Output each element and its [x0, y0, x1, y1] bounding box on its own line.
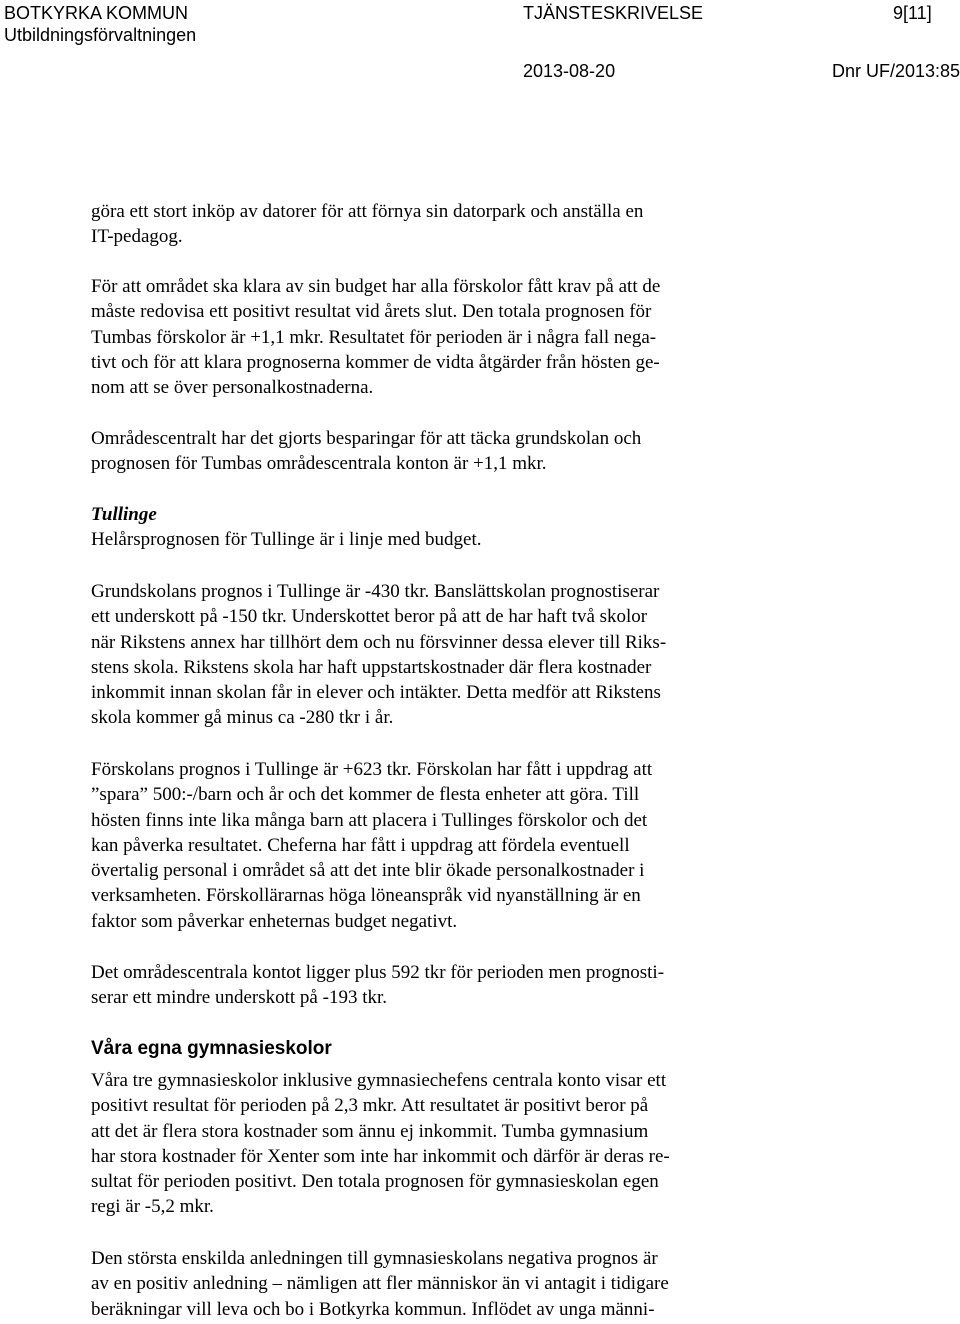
page-number: 9[11]	[893, 3, 932, 23]
text-line: Den största enskilda anledningen till gymnasieskolans negativa prognos är	[91, 1248, 658, 1269]
text-line: prognosen för Tumbas områdescentrala konton är +1,1 mkr.	[91, 453, 547, 475]
text-line: ”spara” 500:-/barn och år och det kommer de flesta enheter att göra. Till	[91, 784, 640, 806]
text-line: att det är flera stora kostnader som ännu ej inkommit. Tumba gymnasium	[91, 1120, 649, 1142]
paragraph-omradescentralt	[91, 426, 811, 477]
paragraph-forskolor-tumba	[91, 274, 811, 400]
text-line: Grundskolans prognos i Tullinge är -430 tkr. Banslättskolan prognostiserar	[91, 581, 660, 602]
text-line: göra ett stort inköp av datorer för att förnya sin datorpark och anställa en	[91, 201, 644, 222]
document-type: TJÄNSTESKRIVELSE	[523, 3, 704, 23]
paragraph-forskolan-tullinge	[91, 757, 811, 934]
paragraph-datorer	[91, 199, 811, 250]
text-line: Förskolans prognos i Tullinge är +623 tkr. Förskolan har fått i uppdrag att	[91, 759, 653, 780]
text-line: av en positiv anledning – nämligen att fler människor än vi antagit i tidigare	[91, 1273, 669, 1295]
text-line: hösten finns inte lika många barn att placera i Tullinges förskolor och det	[91, 809, 648, 831]
text-line: Helårsprognosen för Tullinge är i linje med budget.	[91, 529, 482, 551]
text-line: när Rikstens annex har tillhört dem och nu försvinner dessa elever till Riks-	[91, 631, 667, 653]
text-line: positivt resultat för perioden på 2,3 mkr. Att resultatet är positivt beror på	[91, 1095, 649, 1117]
paragraph-omradescentrala-kontot	[91, 960, 811, 1011]
text-line: måste redovisa ett positivt resultat vid årets slut. Den totala prognosen för	[91, 301, 652, 323]
text-line: nom att se över personalkostnaderna.	[91, 377, 374, 399]
text-line: skola kommer gå minus ca -280 tkr i år.	[91, 707, 394, 729]
paragraph-grundskolan-tullinge	[91, 579, 811, 731]
text-line: faktor som påverkar enheternas budget negativt.	[91, 910, 458, 932]
text-line: Det områdescentrala kontot ligger plus 592 tkr för perioden men prognosti-	[91, 962, 665, 983]
department-name: Utbildningsförvaltningen	[4, 25, 197, 45]
text-line: serar ett mindre underskott på -193 tkr.	[91, 987, 388, 1009]
text-line: IT-pedagog.	[91, 226, 183, 248]
text-line: ett underskott på -150 tkr. Underskottet beror på att de har haft två skolor	[91, 606, 648, 628]
section-heading: Våra egna gymnasieskolor	[91, 1038, 332, 1059]
text-line: inkommit innan skolan får in elever och intäkter. Detta medför att Rikstens	[91, 682, 661, 704]
text-line: kan påverka resultatet. Cheferna har fått i uppdrag att fördela eventuell	[91, 834, 630, 856]
text-line: tivt och för att klara prognoserna kommer de vidta åtgärder från hösten ge-	[91, 351, 660, 373]
paragraph-gymnasieskolor	[91, 1068, 811, 1220]
text-line: verksamheten. Förskollärarnas höga löneanspråk vid nyanställning är en	[91, 885, 641, 907]
section-heading: Tullinge	[91, 504, 157, 525]
text-line: Tumbas förskolor är +1,1 mkr. Resultatet för perioden är i några fall nega-	[91, 326, 657, 348]
text-line: Våra tre gymnasieskolor inklusive gymnasiechefens centrala konto visar ett	[91, 1070, 667, 1091]
document-reference: Dnr UF/2013:85	[832, 61, 960, 81]
document-date: 2013-08-20	[523, 61, 616, 81]
text-line: För att området ska klara av sin budget har alla förskolor fått krav på att de	[91, 276, 661, 297]
section-gymnasieskolor	[91, 1036, 811, 1061]
text-line: stens skola. Rikstens skola har haft uppstartskostnader där flera kostnader	[91, 656, 652, 678]
text-line: Områdescentralt har det gjorts besparingar för att täcka grundskolan och	[91, 428, 642, 449]
paragraph-negativa-prognos	[91, 1246, 811, 1322]
section-tullinge	[91, 502, 811, 553]
org-name: BOTKYRKA KOMMUN	[4, 3, 189, 23]
text-line: sultat för perioden positivt. Den totala prognosen för gymnasieskolan egen	[91, 1171, 659, 1193]
text-line: har stora kostnader för Xenter som inte har inkommit och därför är deras re-	[91, 1145, 670, 1167]
text-line: övertalig personal i området så att det inte blir ökade personalkostnader i	[91, 860, 645, 882]
text-line: regi är -5,2 mkr.	[91, 1196, 214, 1218]
text-line: beräkningar vill leva och bo i Botkyrka kommun. Inflödet av unga männi-	[91, 1298, 655, 1320]
